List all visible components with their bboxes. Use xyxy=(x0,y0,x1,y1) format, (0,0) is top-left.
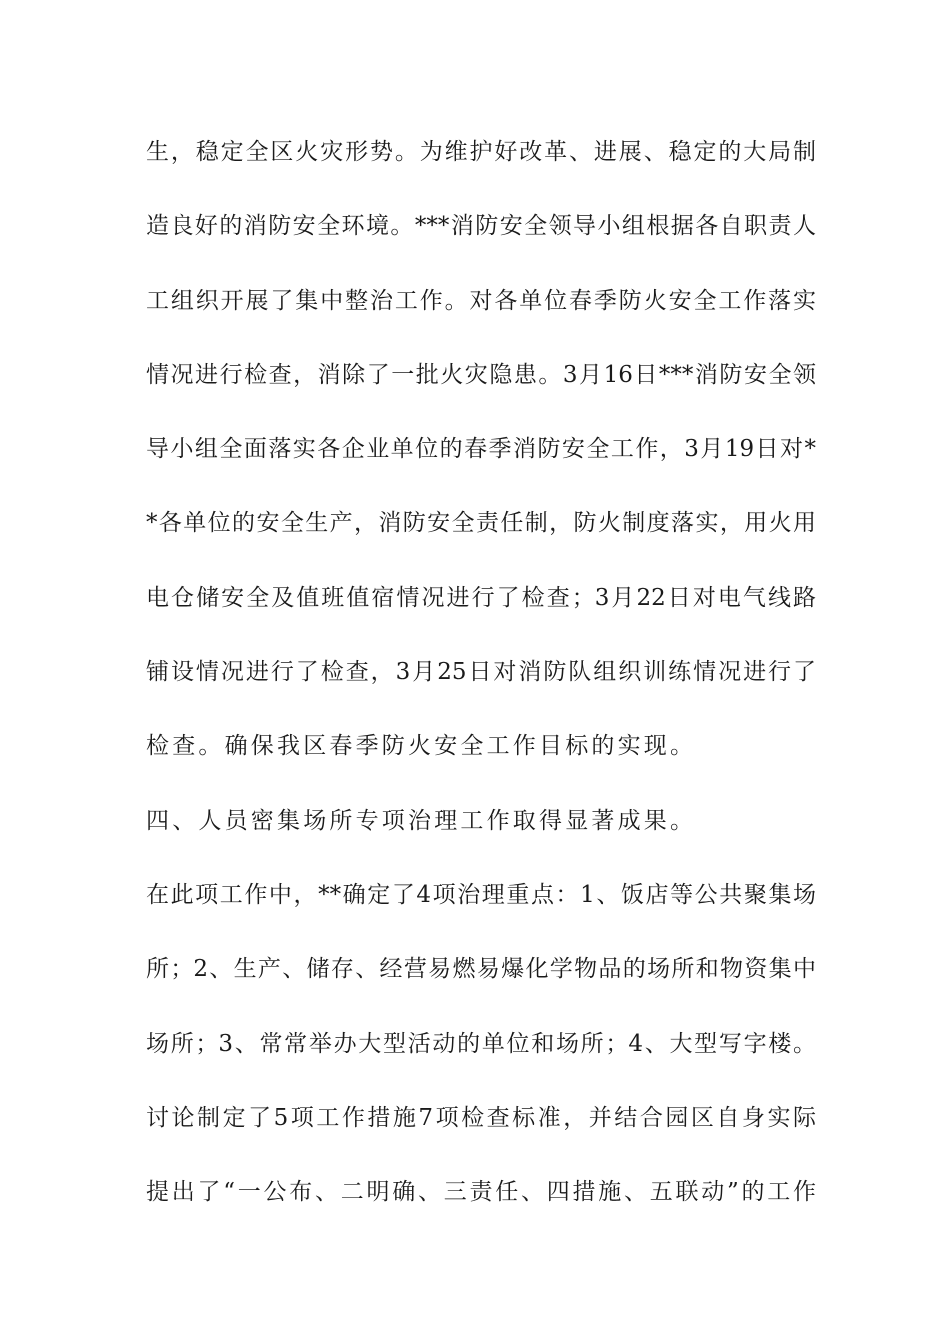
text-line: 讨论制定了5项工作措施7项检查标准，并结合园区自身实际 xyxy=(146,1104,816,1131)
text-line: 导小组全面落实各企业单位的春季消防安全工作，3月19日对* xyxy=(146,436,816,463)
text-line: 场所；3、常常举办大型活动的单位和场所；4、大型写字楼。 xyxy=(146,1030,816,1057)
text-line: *各单位的安全生产，消防安全责任制，防火制度落实，用火用 xyxy=(146,510,816,537)
document-body xyxy=(146,132,816,1246)
text-line: 工组织开展了集中整治工作。对各单位春季防火安全工作落实 xyxy=(146,287,816,314)
text-line: 铺设情况进行了检查，3月25日对消防队组织训练情况进行了 xyxy=(146,659,816,686)
text-line: 电仓储安全及值班值宿情况进行了检查；3月22日对电气线路 xyxy=(146,584,816,611)
text-line: 在此项工作中，**确定了4项治理重点：1、饭店等公共聚集场 xyxy=(146,881,816,908)
text-line: 检查。确保我区春季防火安全工作目标的实现。 xyxy=(146,733,697,760)
section-heading: 四、人员密集场所专项治理工作取得显著成果。 xyxy=(146,807,697,834)
text-line: 生，稳定全区火灾形势。为维护好改革、进展、稳定的大局制 xyxy=(146,139,816,165)
text-line: 造良好的消防安全环境。***消防安全领导小组根据各自职责人 xyxy=(146,213,816,240)
text-line: 所；2、生产、储存、经营易燃易爆化学物品的场所和物资集中 xyxy=(146,956,816,983)
text-line: 提出了“一公布、二明确、三责任、四措施、五联动”的工作 xyxy=(146,1179,816,1206)
text-line: 情况进行检查，消除了一批火灾隐患。3月16日***消防安全领 xyxy=(146,361,816,388)
